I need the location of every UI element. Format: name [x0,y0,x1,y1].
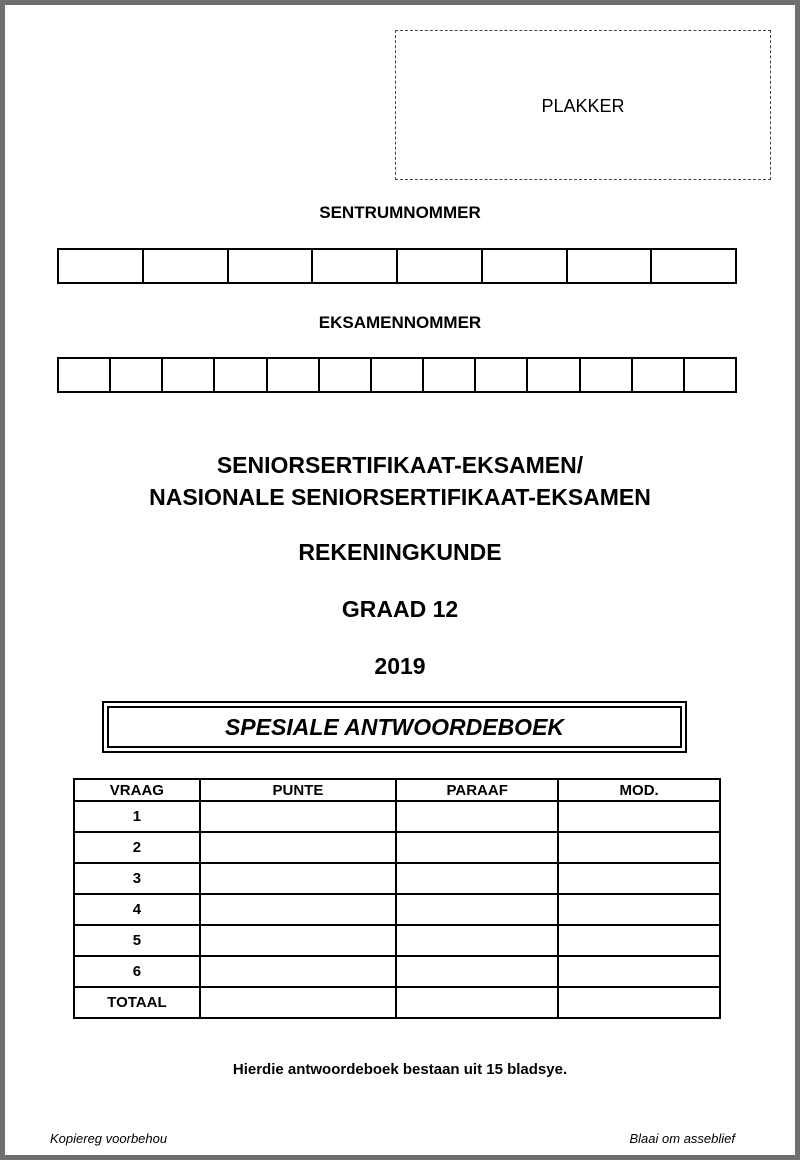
exam-number-box[interactable] [215,359,267,391]
marks-table-row [74,832,720,863]
marks-cell[interactable] [200,801,396,832]
exam-number-box[interactable] [59,359,111,391]
booklet-title-frame [102,701,687,753]
question-number-cell: 3 [74,863,200,894]
marks-cell[interactable] [200,956,396,987]
moderation-cell[interactable] [558,894,720,925]
year-title: 2019 [374,653,426,679]
exam-number-box[interactable] [633,359,685,391]
footer-copyright: Kopiereg voorbehou [50,1131,168,1146]
marks-table [73,778,721,1019]
marks-cell[interactable] [200,863,396,894]
moderation-cell[interactable] [558,987,720,1018]
page-count-note: Hierdie antwoordeboek bestaan uit 15 bladsye. [232,1061,568,1078]
initial-cell[interactable] [396,894,558,925]
footer-turn-over: Blaai om asseblief [629,1131,735,1146]
exam-title-line1: SENIORSERTIFIKAAT-EKSAMEN/ [216,452,584,478]
initial-cell[interactable] [396,832,558,863]
exam-number-box[interactable] [581,359,633,391]
moderation-cell[interactable] [558,956,720,987]
exam-number-box[interactable] [528,359,580,391]
exam-number-box[interactable] [268,359,320,391]
sticker-box [395,30,771,180]
marks-table-row [74,894,720,925]
centre-number-box[interactable] [398,250,483,282]
header-question: VRAAG [74,779,200,801]
exam-number-box[interactable] [163,359,215,391]
initial-cell[interactable] [396,801,558,832]
exam-number-box[interactable] [685,359,735,391]
question-number-cell: 4 [74,894,200,925]
centre-number-label: SENTRUMNOMMER [319,203,481,222]
subject-title: REKENINGKUNDE [298,539,502,565]
exam-number-box[interactable] [111,359,163,391]
centre-number-box[interactable] [568,250,653,282]
marks-table-row [74,956,720,987]
moderation-cell[interactable] [558,801,720,832]
marks-cell[interactable] [200,987,396,1018]
booklet-title: SPESIALE ANTWOORDEBOEK [107,706,682,748]
question-number-cell: 6 [74,956,200,987]
exam-number-box[interactable] [320,359,372,391]
centre-number-box[interactable] [144,250,229,282]
initial-cell[interactable] [396,956,558,987]
exam-number-box[interactable] [424,359,476,391]
exam-number-box[interactable] [476,359,528,391]
exam-number-boxes[interactable] [57,357,737,393]
centre-number-box[interactable] [229,250,314,282]
header-marks: PUNTE [200,779,396,801]
marks-cell[interactable] [200,925,396,956]
centre-number-box[interactable] [483,250,568,282]
centre-number-box[interactable] [652,250,735,282]
marks-table-row [74,801,720,832]
moderation-cell[interactable] [558,863,720,894]
moderation-cell[interactable] [558,925,720,956]
centre-number-box[interactable] [59,250,144,282]
question-number-cell: 2 [74,832,200,863]
initial-cell[interactable] [396,987,558,1018]
sticker-label: PLAKKER [541,96,625,116]
question-number-cell: 5 [74,925,200,956]
marks-table-row [74,987,720,1018]
initial-cell[interactable] [396,925,558,956]
header-initial: PARAAF [396,779,558,801]
marks-cell[interactable] [200,832,396,863]
marks-cell[interactable] [200,894,396,925]
centre-number-boxes[interactable] [57,248,737,284]
centre-number-box[interactable] [313,250,398,282]
marks-table-header-row [74,779,720,801]
grade-title: GRAAD 12 [341,596,459,622]
marks-table-row [74,925,720,956]
exam-number-box[interactable] [372,359,424,391]
question-number-cell: 1 [74,801,200,832]
initial-cell[interactable] [396,863,558,894]
header-moderation: MOD. [558,779,720,801]
moderation-cell[interactable] [558,832,720,863]
question-number-cell: TOTAAL [74,987,200,1018]
exam-number-label: EKSAMENNOMMER [318,313,482,332]
marks-table-row [74,863,720,894]
exam-title-line2: NASIONALE SENIORSERTIFIKAAT-EKSAMEN [149,484,651,510]
